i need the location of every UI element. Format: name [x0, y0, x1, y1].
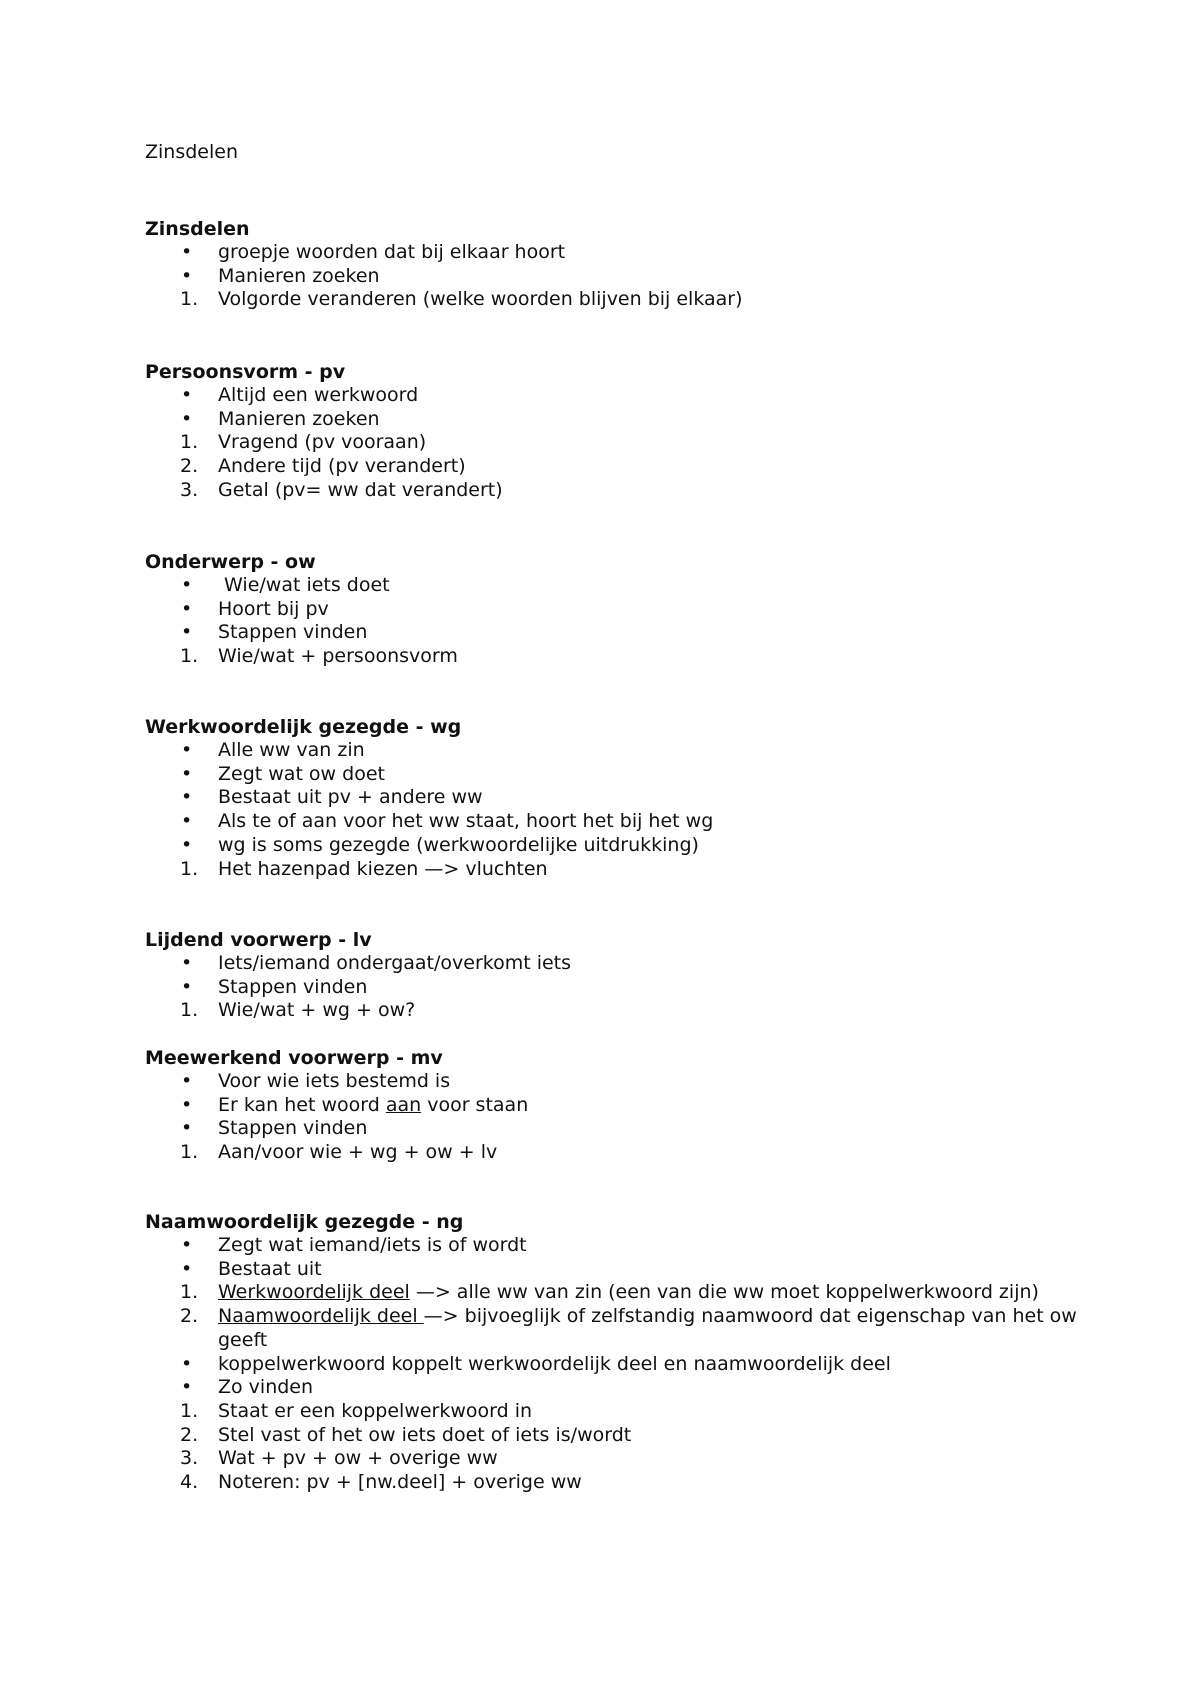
item-text [218, 1281, 1039, 1303]
list-item [145, 1094, 1085, 1118]
list-item [145, 834, 1085, 858]
bullet-marker: • [181, 407, 193, 430]
number-marker: 1. [180, 645, 199, 668]
item-text: koppelwerkwoord koppelt werkwoordelijk deel en naamwoordelijk deel [218, 1352, 891, 1375]
item-text: Vragend (pv vooraan) [218, 431, 427, 454]
bullet-marker: • [181, 952, 193, 974]
section-naamwoordelijk-gezegde [145, 1210, 1085, 1495]
number-marker: 3. [180, 1447, 199, 1470]
section-heading: Persoonsvorm - pv [145, 361, 346, 383]
bullet-marker: • [181, 597, 193, 620]
list-item [145, 408, 1085, 432]
bullet-marker: • [181, 833, 193, 856]
bullet-marker: • [181, 264, 193, 287]
list-item [145, 621, 1085, 645]
number-marker: 4. [180, 1471, 199, 1494]
item-text: Wat + pv + ow + overige ww [218, 1447, 498, 1470]
list-item [145, 598, 1085, 622]
item-text: Bestaat uit [218, 1257, 322, 1280]
item-text [218, 1094, 528, 1116]
item-text: groepje woorden dat bij elkaar hoort [218, 241, 566, 263]
document-title: Zinsdelen [145, 141, 238, 163]
item-text-after: voor staan [421, 1093, 529, 1116]
item-text: Bestaat uit pv + andere ww [218, 786, 483, 809]
item-text: Aan/voor wie + wg + ow + lv [218, 1141, 498, 1164]
item-text: Wie/wat + wg + ow? [218, 999, 416, 1022]
item-text: Zegt wat iemand/iets is of wordt [218, 1234, 527, 1256]
list-item [145, 999, 1085, 1023]
list-item [145, 265, 1085, 289]
item-text: Alle ww van zin [218, 739, 365, 761]
list-item [145, 1424, 1085, 1448]
list-item [145, 288, 1085, 312]
number-marker: 1. [180, 857, 199, 880]
bullet-marker: • [181, 1352, 193, 1375]
item-text [218, 1305, 1077, 1351]
bullet-marker: • [181, 1070, 193, 1092]
item-text: wg is soms gezegde (werkwoordelijke uitdrukking) [218, 833, 699, 856]
list-item [145, 763, 1085, 787]
item-text: Zegt wat ow doet [218, 762, 385, 785]
item-text: Het hazenpad kiezen —> vluchten [218, 857, 548, 880]
list-item [145, 1234, 1085, 1258]
item-text: Stappen vinden [218, 975, 368, 998]
bullet-marker: • [181, 810, 193, 833]
section-zinsdelen [145, 217, 1085, 312]
bullet-marker: • [181, 975, 193, 998]
item-text: Stappen vinden [218, 1117, 368, 1140]
bullet-marker: • [181, 621, 193, 644]
underlined-word: aan [385, 1093, 422, 1116]
section-lijdend-voorwerp [145, 928, 1085, 1023]
section-meewerkend-voorwerp [145, 1046, 1085, 1165]
number-marker: 3. [180, 478, 199, 501]
list-item [145, 952, 1085, 976]
list-item [145, 1141, 1085, 1165]
list-item [145, 1281, 1085, 1305]
section-heading: Onderwerp - ow [145, 551, 316, 573]
item-text-after: —> bijvoeglijk of zelfstandig naamwoord dat eigenschap van het ow geeft [218, 1305, 1077, 1351]
bullet-marker: • [181, 574, 193, 596]
item-text-after: —> alle ww van zin (een van die ww moet koppelwerkwoord zijn) [409, 1281, 1039, 1304]
list-item [145, 976, 1085, 1000]
list-item [145, 1353, 1085, 1377]
section-heading: Meewerkend voorwerp - mv [145, 1047, 443, 1069]
number-marker: 1. [180, 1281, 199, 1304]
number-marker: 2. [180, 1305, 199, 1328]
list-item [145, 479, 1085, 503]
bullet-marker: • [181, 1376, 193, 1399]
bullet-marker: • [181, 786, 193, 809]
number-marker: 1. [180, 1141, 199, 1164]
list-item [145, 241, 1085, 265]
item-text: Volgorde veranderen (welke woorden blijven bij elkaar) [218, 288, 743, 311]
bullet-marker: • [181, 384, 193, 406]
list-item [145, 645, 1085, 669]
number-marker: 2. [180, 1423, 199, 1446]
item-text: Als te of aan voor het ww staat, hoort het bij het wg [218, 810, 714, 833]
bullet-marker: • [181, 1257, 193, 1280]
section-heading: Zinsdelen [145, 218, 250, 240]
section-onderwerp [145, 550, 1085, 669]
list-item [145, 574, 1085, 598]
list-item [145, 384, 1085, 408]
bullet-marker: • [181, 739, 193, 761]
number-marker: 2. [180, 455, 199, 478]
list-item [145, 1447, 1085, 1471]
list-item [145, 786, 1085, 810]
list-item [145, 1471, 1085, 1495]
number-marker: 1. [180, 431, 199, 454]
section-werkwoordelijk-gezegde [145, 715, 1085, 881]
list-item [145, 1070, 1085, 1094]
number-marker: 1. [180, 999, 199, 1022]
section-persoonsvorm [145, 360, 1085, 503]
item-text: Wie/wat + persoonsvorm [218, 645, 458, 668]
underlined-term: Werkwoordelijk deel [218, 1281, 410, 1304]
item-text: Getal (pv= ww dat verandert) [218, 478, 503, 501]
list-item [145, 858, 1085, 882]
bullet-marker: • [181, 241, 193, 263]
item-text: Wie/wat iets doet [218, 574, 390, 596]
list-item [145, 810, 1085, 834]
list-item [145, 1305, 1085, 1352]
bullet-marker: • [181, 1234, 193, 1256]
list-item [145, 1117, 1085, 1141]
underlined-term: Naamwoordelijk deel [218, 1305, 424, 1328]
item-text: Stel vast of het ow iets doet of iets is/wordt [218, 1423, 632, 1446]
list-item [145, 1400, 1085, 1424]
list-item [145, 1376, 1085, 1400]
item-text: Iets/iemand ondergaat/overkomt iets [218, 952, 572, 974]
section-heading: Lijdend voorwerp - lv [145, 929, 372, 951]
section-heading: Werkwoordelijk gezegde - wg [145, 716, 462, 738]
item-text: Hoort bij pv [218, 597, 329, 620]
item-text-before: Er kan het woord [218, 1093, 386, 1116]
item-text: Andere tijd (pv verandert) [218, 455, 466, 478]
list-item [145, 455, 1085, 479]
item-text: Staat er een koppelwerkwoord in [218, 1399, 533, 1422]
item-text: Noteren: pv + [nw.deel] + overige ww [218, 1471, 582, 1494]
bullet-marker: • [181, 1093, 193, 1116]
bullet-marker: • [181, 762, 193, 785]
list-item [145, 739, 1085, 763]
item-text: Manieren zoeken [218, 264, 380, 287]
item-text: Zo vinden [218, 1376, 314, 1399]
item-text: Voor wie iets bestemd is [218, 1070, 451, 1092]
item-text: Altijd een werkwoord [218, 384, 419, 406]
item-text: Manieren zoeken [218, 407, 380, 430]
bullet-marker: • [181, 1117, 193, 1140]
number-marker: 1. [180, 1399, 199, 1422]
number-marker: 1. [180, 288, 199, 311]
list-item [145, 1258, 1085, 1282]
section-heading: Naamwoordelijk gezegde - ng [145, 1211, 464, 1233]
item-text: Stappen vinden [218, 621, 368, 644]
list-item [145, 431, 1085, 455]
